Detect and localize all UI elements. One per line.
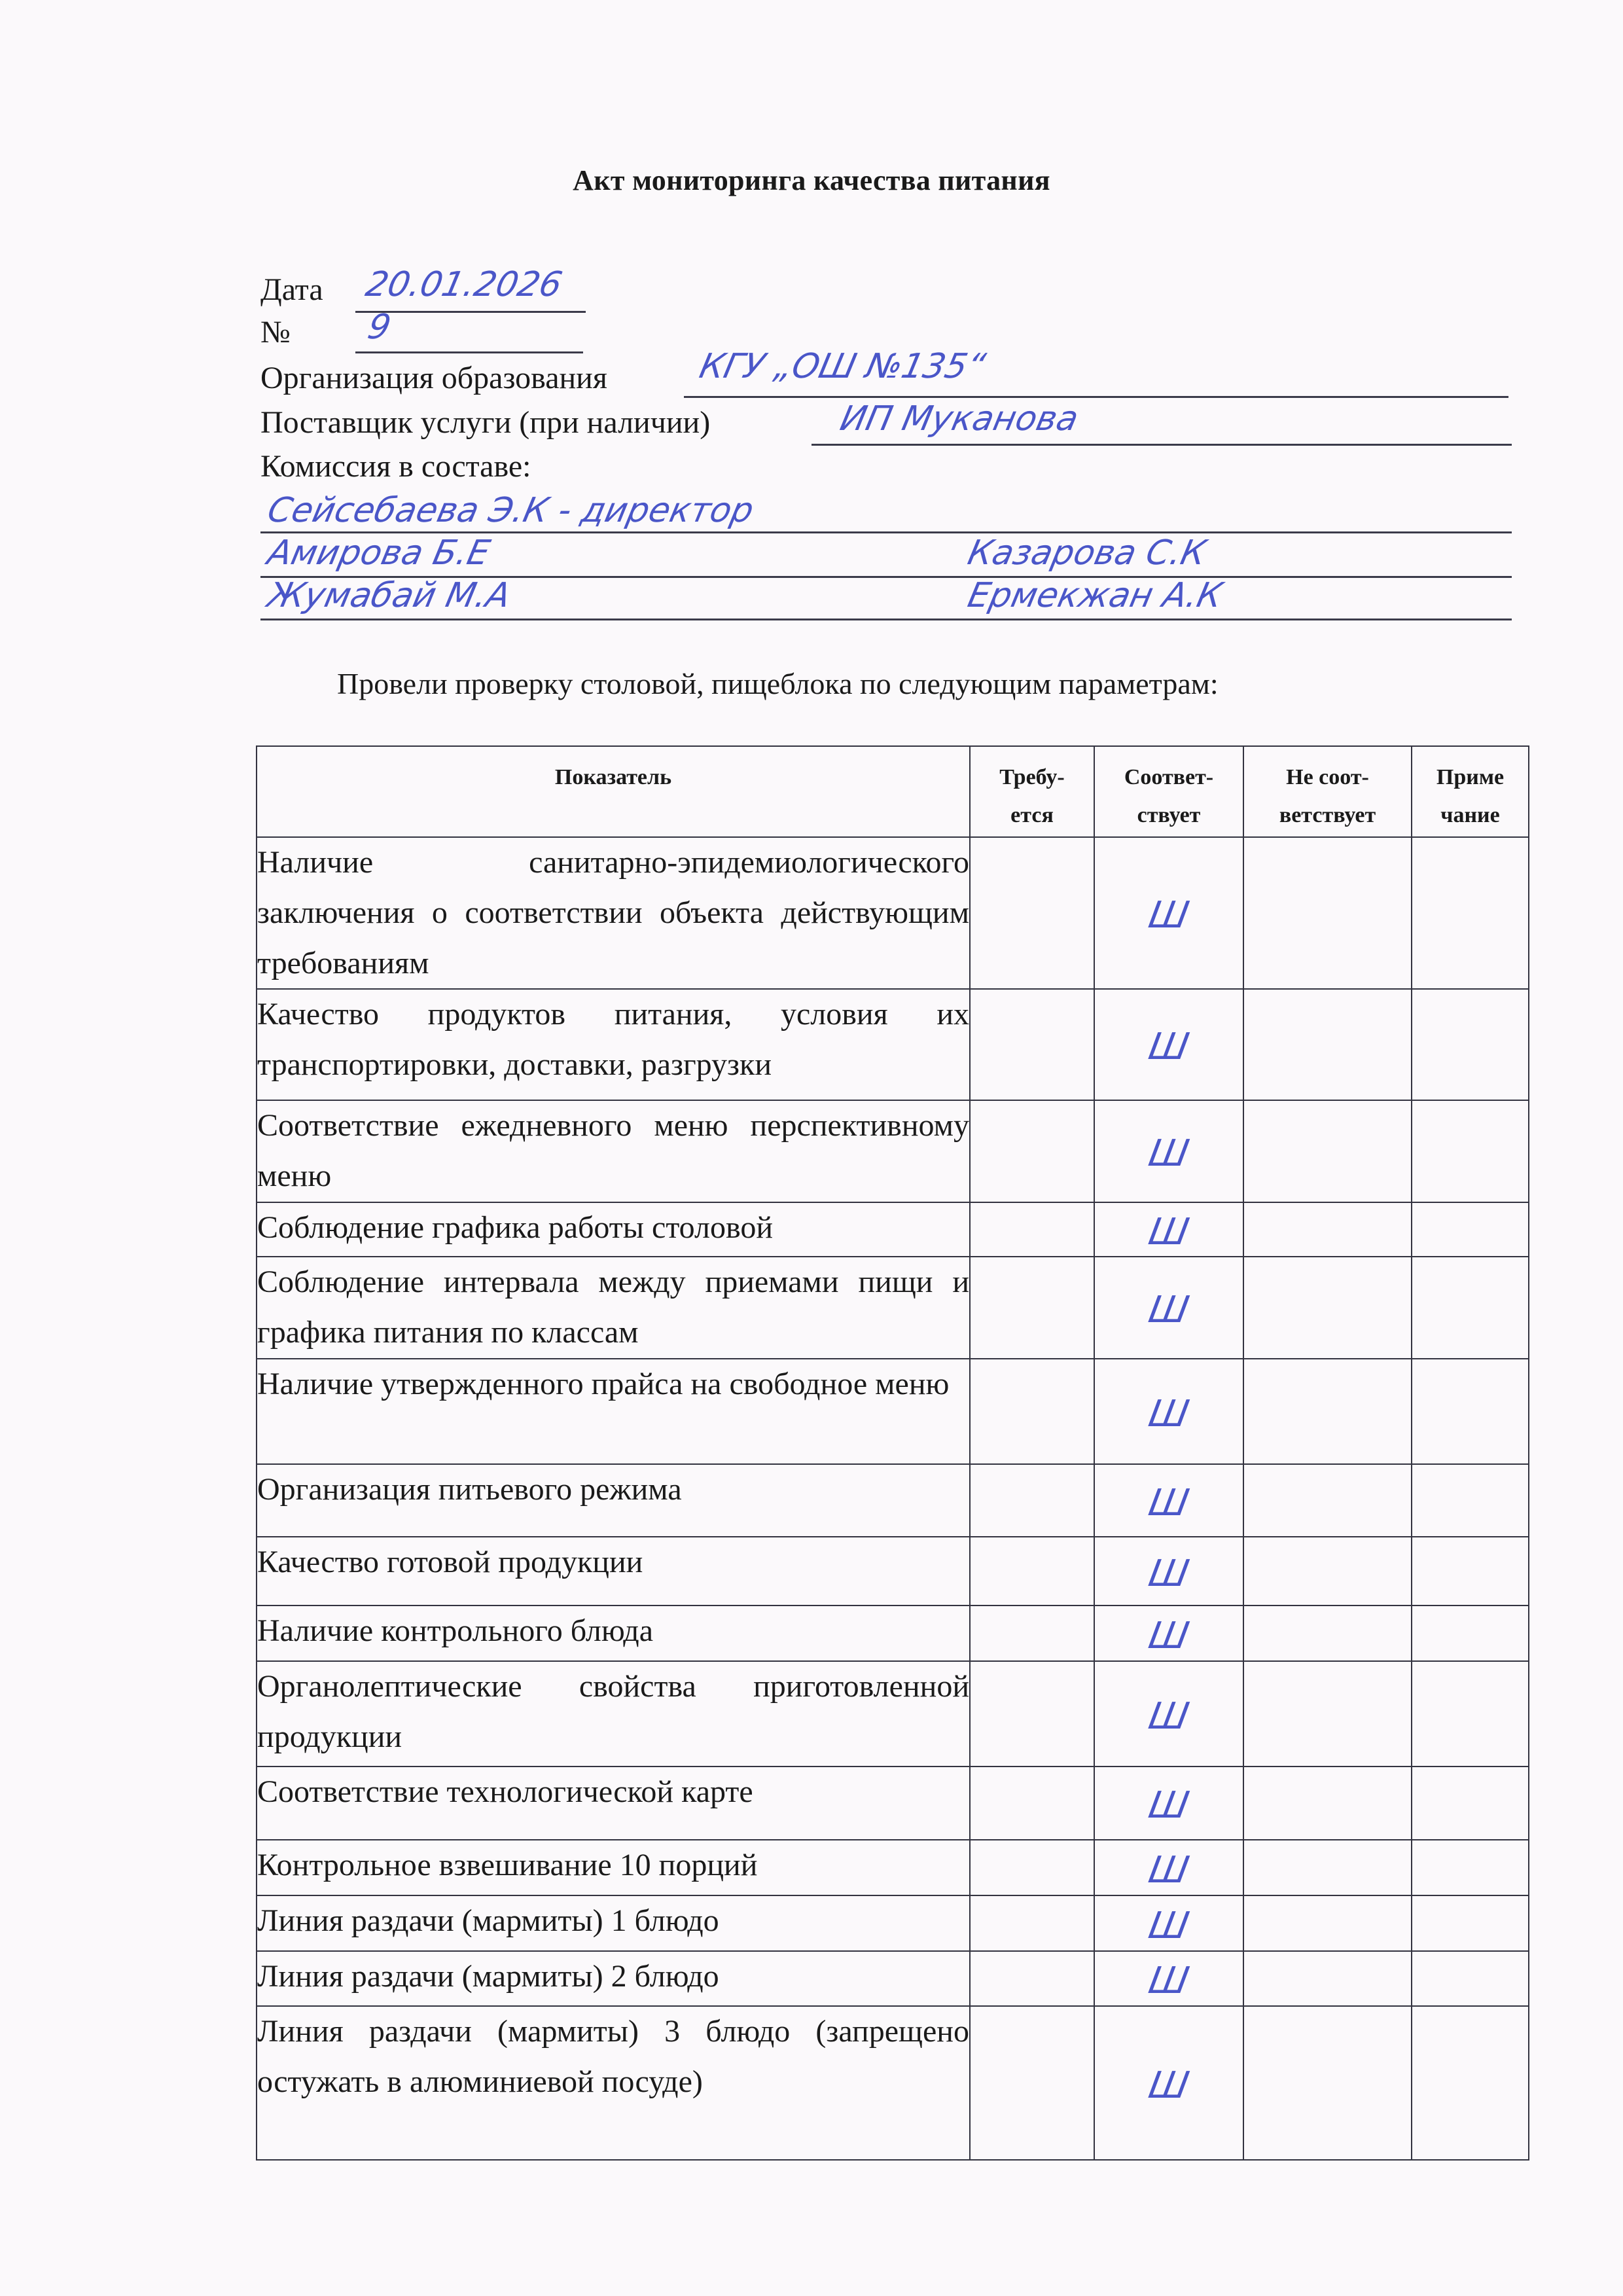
complies-cell[interactable] <box>1094 1464 1243 1537</box>
monitoring-table <box>256 745 1529 2161</box>
note-cell[interactable] <box>1412 1100 1529 1202</box>
note-cell[interactable] <box>1412 1537 1529 1605</box>
check-mark: Ш <box>1145 1695 1192 1738</box>
indicator-cell: Наличие контрольного блюда <box>257 1605 970 1661</box>
header-required: Требу- ется <box>970 746 1094 837</box>
check-mark: Ш <box>1145 1784 1192 1827</box>
complies-cell[interactable] <box>1094 1257 1243 1359</box>
note-cell[interactable] <box>1412 1359 1529 1464</box>
table-row <box>257 1605 1529 1661</box>
header-note: Приме чание <box>1412 746 1529 837</box>
not-complies-cell[interactable] <box>1243 1257 1412 1359</box>
not-complies-cell[interactable] <box>1243 1537 1412 1605</box>
table-row <box>257 1895 1529 1951</box>
lead-text: Провели проверку столовой, пищеблока по следующим параметрам: <box>337 667 1219 700</box>
complies-cell[interactable] <box>1094 1605 1243 1661</box>
note-cell[interactable] <box>1412 1661 1529 1767</box>
required-cell[interactable] <box>970 1537 1094 1605</box>
table-row <box>257 1661 1529 1767</box>
check-mark: Ш <box>1145 893 1192 937</box>
indicator-cell: Соответствие технологической карте <box>257 1767 970 1840</box>
complies-cell[interactable] <box>1094 1537 1243 1605</box>
table-row <box>257 2006 1529 2160</box>
required-cell[interactable] <box>970 837 1094 989</box>
indicator-cell: Контрольное взвешивание 10 порций <box>257 1840 970 1895</box>
check-mark: Ш <box>1145 1026 1192 1069</box>
not-complies-cell[interactable] <box>1243 1895 1412 1951</box>
indicator-cell: Наличие утвержденного прайса на свободное меню <box>257 1359 970 1464</box>
not-complies-cell[interactable] <box>1243 1661 1412 1767</box>
indicator-cell: Соблюдение интервала между приемами пищи и графика питания по классам <box>257 1257 970 1359</box>
complies-cell[interactable] <box>1094 989 1243 1100</box>
not-complies-cell[interactable] <box>1243 1767 1412 1840</box>
complies-cell[interactable] <box>1094 2006 1243 2160</box>
check-mark: Ш <box>1145 1132 1192 1175</box>
complies-cell[interactable] <box>1094 1767 1243 1840</box>
note-cell[interactable] <box>1412 1951 1529 2006</box>
supplier-label: Поставщик услуги (при наличии) <box>260 405 711 440</box>
note-cell[interactable] <box>1412 1605 1529 1661</box>
table-row <box>257 1359 1529 1464</box>
note-cell[interactable] <box>1412 1464 1529 1537</box>
required-cell[interactable] <box>970 1951 1094 2006</box>
check-mark: Ш <box>1145 1481 1192 1524</box>
note-cell[interactable] <box>1412 837 1529 989</box>
indicator-cell: Качество продуктов питания, условия их транспортировки, доставки, разгрузки <box>257 989 970 1100</box>
table-header-row <box>257 746 1529 837</box>
complies-cell[interactable] <box>1094 1100 1243 1202</box>
required-cell[interactable] <box>970 1359 1094 1464</box>
not-complies-cell[interactable] <box>1243 1100 1412 1202</box>
number-underline <box>355 351 583 353</box>
table-row <box>257 1257 1529 1359</box>
indicator-cell: Линия раздачи (мармиты) 3 блюдо (запрещено остужать в алюминиевой посуде) <box>257 2006 970 2160</box>
note-cell[interactable] <box>1412 1895 1529 1951</box>
check-mark: Ш <box>1145 1289 1192 1332</box>
supplier-underline <box>812 444 1512 446</box>
indicator-cell: Наличие санитарно-эпидемиологического заключения о соответствии объекта действующим требованиям <box>257 837 970 989</box>
complies-cell[interactable] <box>1094 1951 1243 2006</box>
complies-cell[interactable] <box>1094 1895 1243 1951</box>
date-label: Дата <box>260 272 323 307</box>
check-mark: Ш <box>1145 1392 1192 1435</box>
not-complies-cell[interactable] <box>1243 1951 1412 2006</box>
check-mark: Ш <box>1145 1848 1192 1892</box>
table-row <box>257 837 1529 989</box>
complies-cell[interactable] <box>1094 1359 1243 1464</box>
check-mark: Ш <box>1145 2064 1192 2107</box>
check-mark: Ш <box>1145 1552 1192 1595</box>
commission-member-4[interactable]: Жумабай М.А <box>264 576 514 615</box>
required-cell[interactable] <box>970 1840 1094 1895</box>
header-indicator: Показатель <box>257 746 970 837</box>
indicator-cell: Линия раздачи (мармиты) 1 блюдо <box>257 1895 970 1951</box>
indicator-cell: Организация питьевого режима <box>257 1464 970 1537</box>
table-row <box>257 1767 1529 1840</box>
note-cell[interactable] <box>1412 1840 1529 1895</box>
commission-label: Комиссия в составе: <box>260 449 531 484</box>
check-mark: Ш <box>1145 1904 1192 1947</box>
required-cell[interactable] <box>970 1257 1094 1359</box>
required-cell[interactable] <box>970 1202 1094 1257</box>
indicator-cell: Соответствие ежедневного меню перспективному меню <box>257 1100 970 1202</box>
table-row <box>257 989 1529 1100</box>
commission-member-5[interactable]: Ермекжан А.К <box>964 576 1226 615</box>
required-cell[interactable] <box>970 1100 1094 1202</box>
check-mark: Ш <box>1145 1210 1192 1253</box>
commission-member-1[interactable]: Сейсебаева Э.К - директор <box>264 491 757 530</box>
check-mark: Ш <box>1145 1960 1192 2003</box>
not-complies-cell[interactable] <box>1243 1605 1412 1661</box>
commission-member-3[interactable]: Казарова С.К <box>964 533 1210 573</box>
required-cell[interactable] <box>970 989 1094 1100</box>
indicator-cell: Качество готовой продукции <box>257 1537 970 1605</box>
document-title: Акт мониторинга качества питания <box>573 164 1050 196</box>
table-row <box>257 1464 1529 1537</box>
not-complies-cell[interactable] <box>1243 1359 1412 1464</box>
required-cell[interactable] <box>970 1895 1094 1951</box>
number-label: № <box>260 315 291 350</box>
complies-cell[interactable] <box>1094 1202 1243 1257</box>
organization-underline <box>684 396 1508 398</box>
note-cell[interactable] <box>1412 1202 1529 1257</box>
not-complies-cell[interactable] <box>1243 1840 1412 1895</box>
required-cell[interactable] <box>970 1661 1094 1767</box>
note-cell[interactable] <box>1412 989 1529 1100</box>
complies-cell[interactable] <box>1094 1661 1243 1767</box>
not-complies-cell[interactable] <box>1243 1202 1412 1257</box>
header-complies: Соответ- ствует <box>1094 746 1243 837</box>
table-row <box>257 1840 1529 1895</box>
date-value[interactable]: 20.01.2026 <box>362 265 566 304</box>
required-cell[interactable] <box>970 1605 1094 1661</box>
note-cell[interactable] <box>1412 2006 1529 2160</box>
header-not-complies: Не соот- ветствует <box>1243 746 1412 837</box>
note-cell[interactable] <box>1412 1257 1529 1359</box>
complies-cell[interactable] <box>1094 837 1243 989</box>
check-mark: Ш <box>1145 1614 1192 1657</box>
supplier-value[interactable]: ИП Муканова <box>836 399 1082 439</box>
table-row <box>257 1100 1529 1202</box>
note-cell[interactable] <box>1412 1767 1529 1840</box>
required-cell[interactable] <box>970 1464 1094 1537</box>
organization-value[interactable]: КГУ „ОШ №135“ <box>696 347 989 386</box>
not-complies-cell[interactable] <box>1243 2006 1412 2160</box>
indicator-cell: Линия раздачи (мармиты) 2 блюдо <box>257 1951 970 2006</box>
commission-member-2[interactable]: Амирова Б.Е <box>264 533 493 573</box>
not-complies-cell[interactable] <box>1243 837 1412 989</box>
organization-label: Организация образования <box>260 361 607 395</box>
complies-cell[interactable] <box>1094 1840 1243 1895</box>
table-row <box>257 1537 1529 1605</box>
commission-line-3 <box>260 619 1512 620</box>
required-cell[interactable] <box>970 2006 1094 2160</box>
indicator-cell: Соблюдение графика работы столовой <box>257 1202 970 1257</box>
number-value[interactable]: 9 <box>364 308 395 347</box>
table-row <box>257 1951 1529 2006</box>
indicator-cell: Органолептические свойства приготовленной продукции <box>257 1661 970 1767</box>
table-row <box>257 1202 1529 1257</box>
not-complies-cell[interactable] <box>1243 1464 1412 1537</box>
required-cell[interactable] <box>970 1767 1094 1840</box>
not-complies-cell[interactable] <box>1243 989 1412 1100</box>
